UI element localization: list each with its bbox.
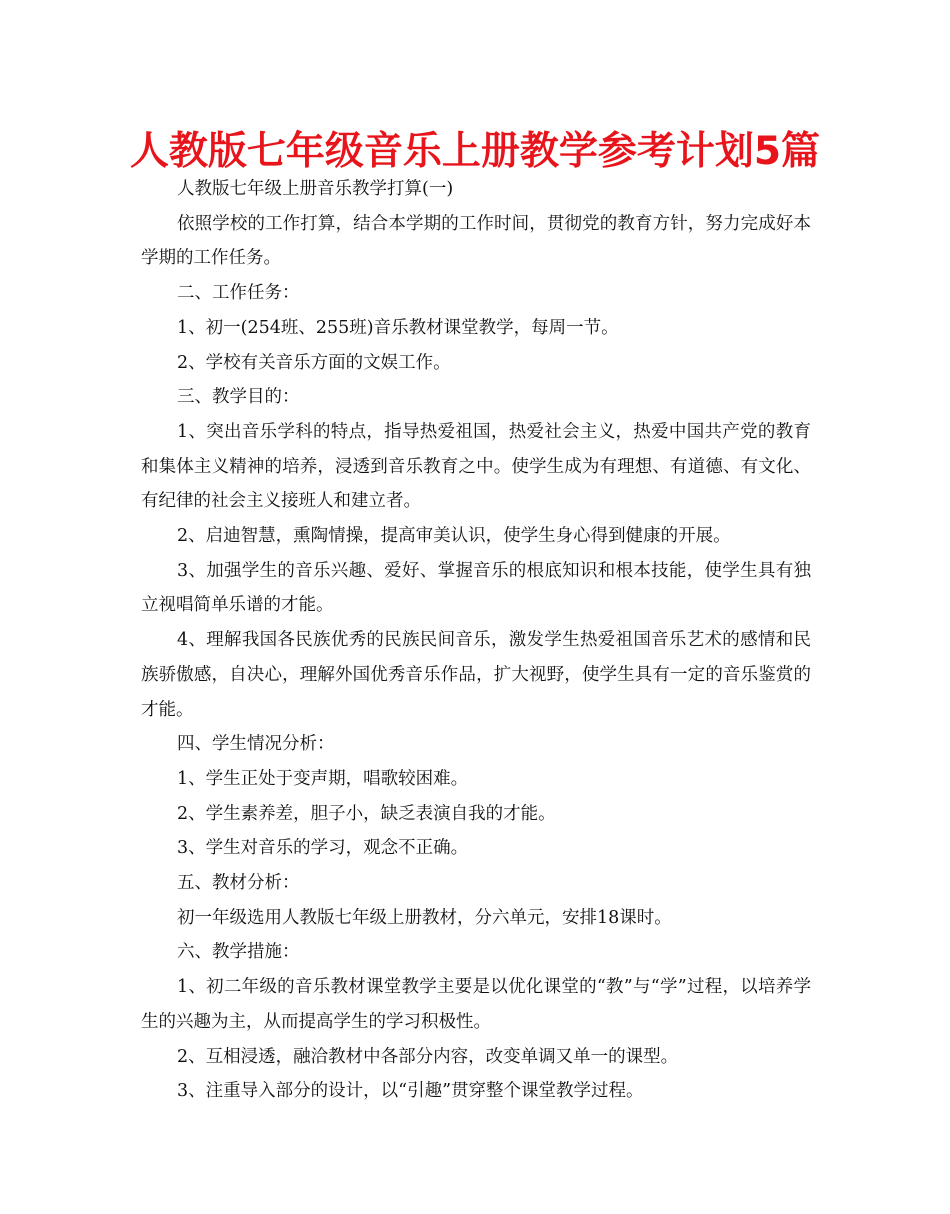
paragraph-subtitle: 人教版七年级上册音乐教学打算(一) [177,179,454,199]
paragraph: 1、突出音乐学科的特点，指导热爱祖国，热爱社会主义，热爱中国共产党的教育和集体主义精神的培养，浸透到音乐教育之中。使学生成为有理想、有道德、有文化、有纪律的社会主义接班人和建立者。 [141,421,811,512]
paragraph: 1、初一(254班、255班)音乐教材课堂教学，每周一节。 [177,317,619,338]
paragraph: 1、初二年级的音乐教材课堂教学主要是以优化课堂的“教”与“学”过程，以培养学生的兴趣为主，从而提高学生的学习积极性。 [141,977,811,1032]
paragraph: 2、启迪智慧，熏陶情操，提高审美认识，使学生身心得到健康的开展。 [177,526,731,547]
paragraph: 3、注重导入部分的设计，以“引趣”贯穿整个课堂教学过程。 [177,1081,644,1102]
paragraph: 4、理解我国各民族优秀的民族民间音乐，激发学生热爱祖国音乐艺术的感情和民族骄傲感，自决心，理解外国优秀音乐作品，扩大视野，使学生具有一定的音乐鉴赏的才能。 [141,630,811,720]
section-heading: 六、教学措施： [177,942,300,963]
section-heading: 三、教学目的： [177,387,300,408]
paragraph: 3、学生对音乐的学习，观念不正确。 [177,838,469,859]
paragraph: 3、加强学生的音乐兴趣、爱好、掌握音乐的根底知识和根本技能，使学生具有独立视唱简单乐谱的才能。 [141,560,811,616]
section-heading: 四、学生情况分析： [177,734,335,755]
paragraph: 初一年级选用人教版七年级上册教材，分六单元，安排18课时。 [177,907,672,928]
section-heading: 二、工作任务： [177,283,300,304]
paragraph: 2、学校有关音乐方面的文娱工作。 [177,352,451,373]
paragraph: 2、互相浸透，融洽教材中各部分内容，改变单调又单一的课型。 [177,1046,679,1067]
document-title: 人教版七年级音乐上册教学参考计划5篇 [129,129,821,174]
paragraph: 2、学生素养差，胆子小，缺乏表演自我的才能。 [177,803,556,824]
document-body [141,172,811,1109]
paragraph: 依照学校的工作打算，结合本学期的工作时间，贯彻党的教育方针，努力完成好本学期的工作任务。 [141,213,811,269]
paragraph: 1、学生正处于变声期，唱歌较困难。 [177,768,469,789]
section-heading: 五、教材分析： [177,873,300,894]
